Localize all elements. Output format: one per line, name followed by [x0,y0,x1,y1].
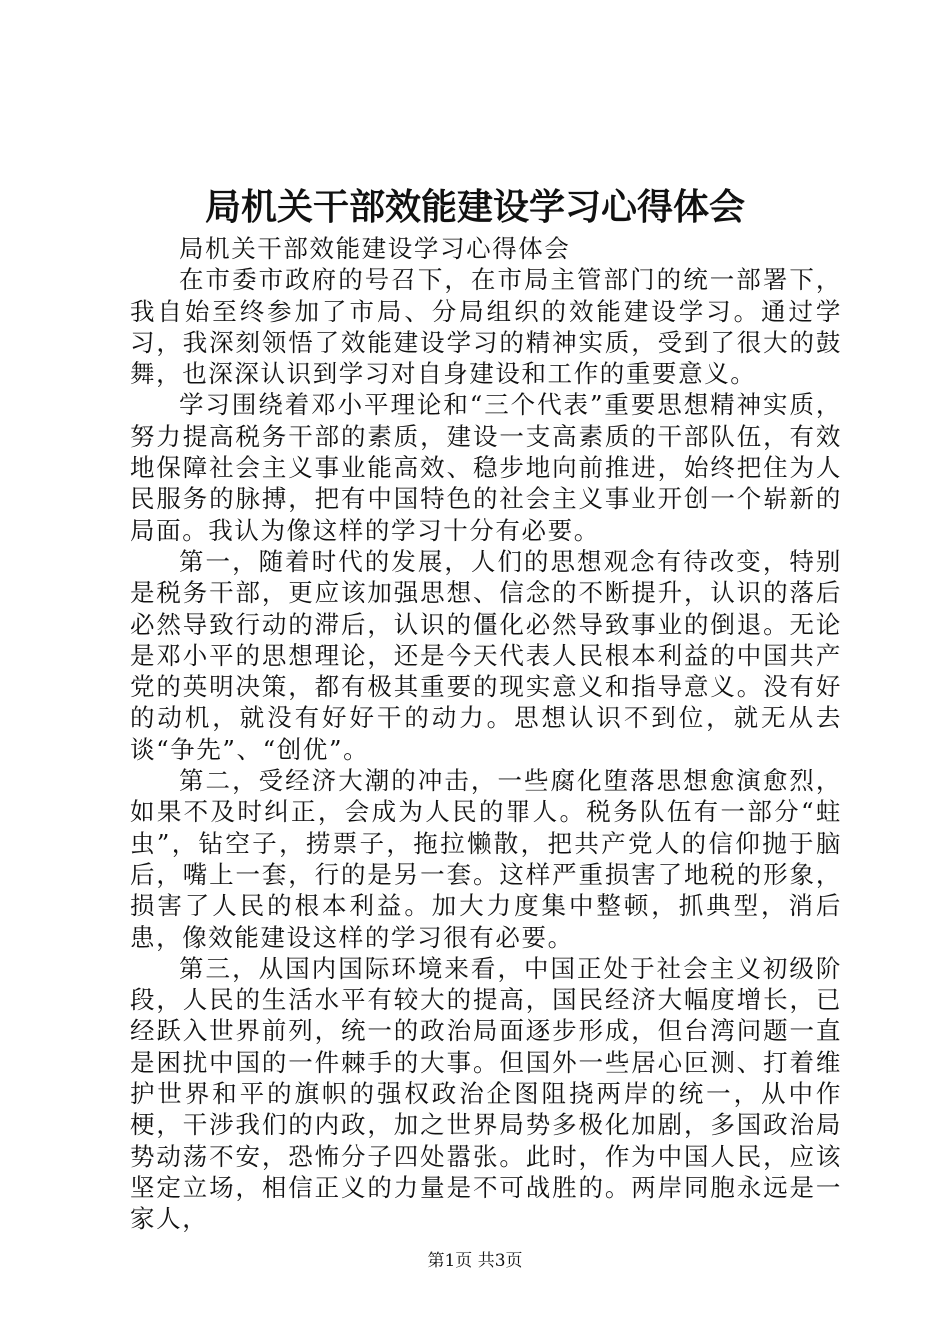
paragraph: 在市委市政府的号召下，在市局主管部门的统一部署下，我自始至终参加了市局、分局组织的效能建设学习。通过学习，我深刻领悟了效能建设学习的精神实质，受到了很大的鼓舞，也深深认识到学习对自身建设和工作的重要意义。 [130,265,842,389]
paragraph: 学习围绕着邓小平理论和“三个代表”重要思想精神实质，努力提高税务干部的素质，建设一支高素质的干部队伍，有效地保障社会主义事业能高效、稳步地向前推进，始终把住为人民服务的脉搏，把有中国特色的社会主义事业开创一个崭新的局面。我认为像这样的学习十分有必要。 [130,390,842,545]
paragraph: 第一，随着时代的发展，人们的思想观念有待改变，特别是税务干部，更应该加强思想、信念的不断提升，认识的落后必然导致行动的滞后，认识的僵化必然导致事业的倒退。无论是邓小平的思想理论，还是今天代表人民根本利益的中国共产党的英明决策，都有极其重要的现实意义和指导意义。没有好的动机，就没有好好干的动力。思想认识不到位，就无从去谈“争先”、“创优”。 [130,546,842,764]
page-number-footer: 第1页 共3页 [427,1251,523,1271]
document-title: 局机关干部效能建设学习心得体会 [204,187,745,228]
document-body [130,233,842,1235]
paragraph: 第三，从国内国际环境来看，中国正处于社会主义初级阶段，人民的生活水平有较大的提高，国民经济大幅度增长，已经跃入世界前列，统一的政治局面逐步形成，但台湾问题一直是困扰中国的一件棘手的大事。但国外一些居心叵测、打着维护世界和平的旗帜的强权政治企图阻挠两岸的统一，从中作梗，干涉我们的内政，加之世界局势多极化加剧，多国政治局势动荡不安，恐怖分子四处嚣张。此时，作为中国人民，应该坚定立场，相信正义的力量是不可战胜的。两岸同胞永远是一家人， [130,953,842,1234]
paragraph-subtitle: 局机关干部效能建设学习心得体会 [179,234,571,263]
paragraph: 第二，受经济大潮的冲击，一些腐化堕落思想愈演愈烈，如果不及时纠正，会成为人民的罪人。税务队伍有一部分“蛀虫”，钻空子，捞票子，拖拉懒散，把共产党人的信仰抛于脑后，嘴上一套，行的是另一套。这样严重损害了地税的形象，损害了人民的根本利益。加大力度集中整顿，抓典型，消后患，像效能建设这样的学习很有必要。 [130,766,842,952]
